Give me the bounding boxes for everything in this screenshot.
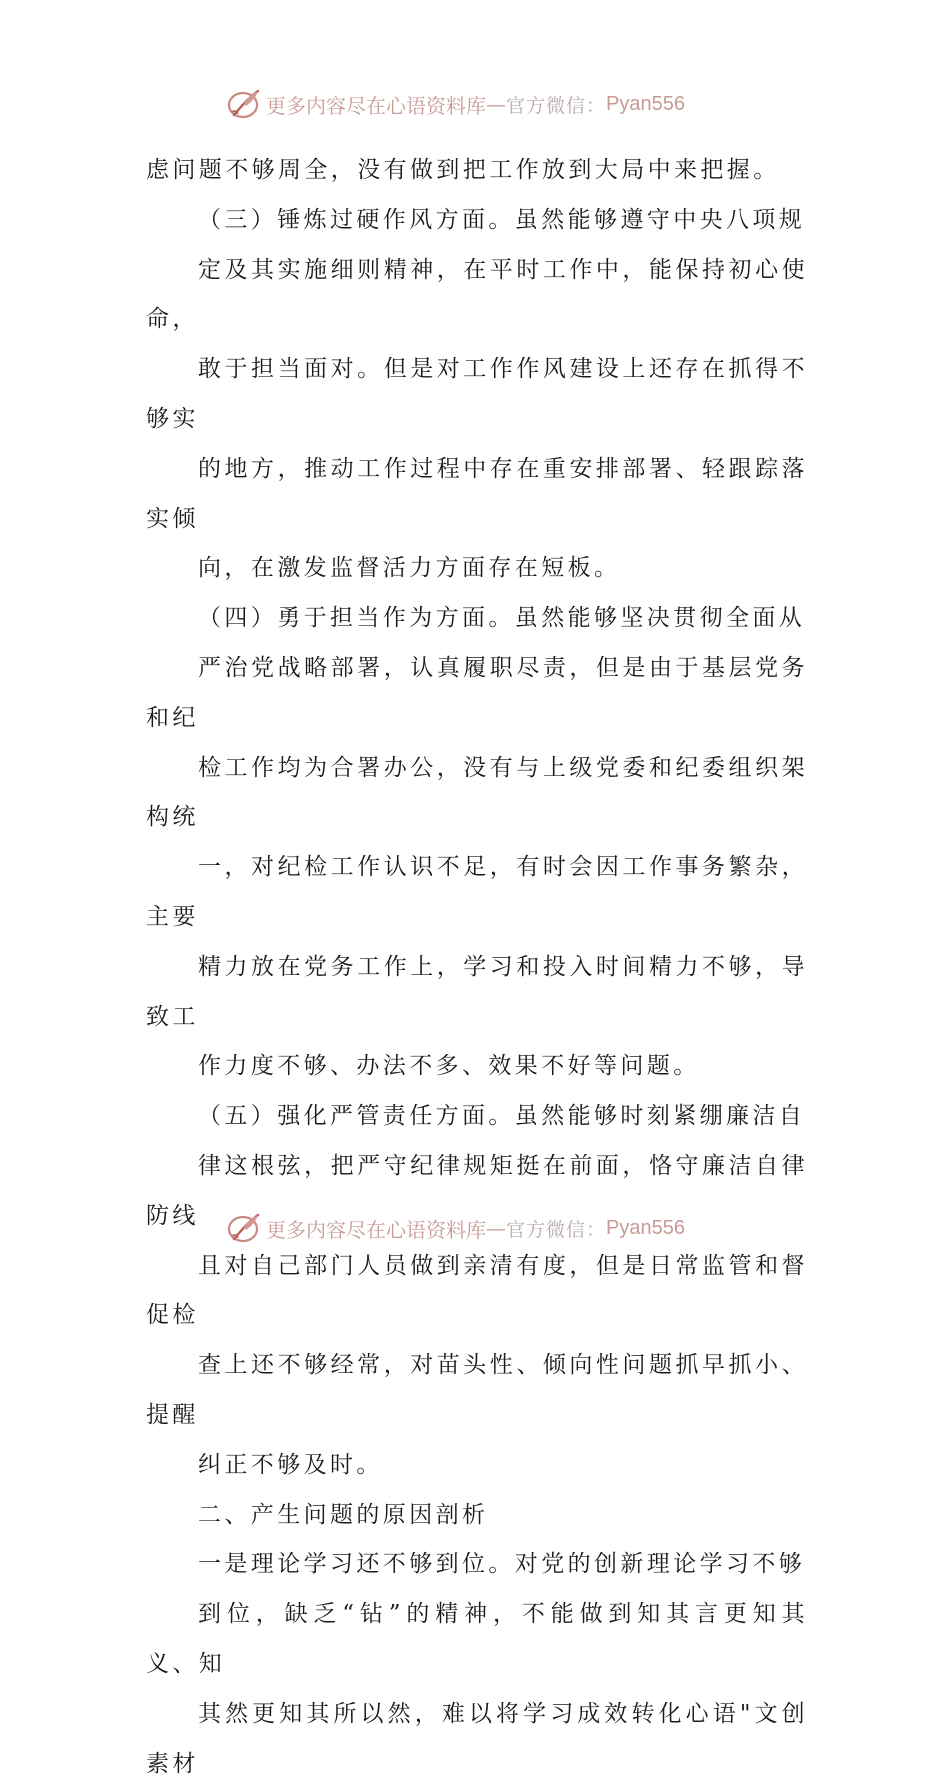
text-line: （三）锤炼过硬作风方面。虽然能够遵守中央八项规 [198,206,806,233]
paragraph [146,1092,808,1490]
text-line: 严治党战略部署，认真履职尽责，但是由于基层党务和纪 [146,654,808,731]
text-line: （五）强化严管责任方面。虽然能够时刻紧绷廉洁自 [198,1103,806,1130]
text-line: 律这根弦，把严守纪律规矩挺在前面，恪守廉洁自律防线 [146,1152,808,1229]
watermark-wechat-id: Pyan556 [606,1216,685,1239]
text-line: 敢于担当面对。但是对工作作风建设上还存在抓得不够实 [146,356,808,432]
text-line: 一是理论学习还不够到位。对党的创新理论学习不够 [198,1551,806,1578]
watermark-wechat-id: Pyan556 [606,92,685,115]
text-line: 的地方，推动工作过程中存在重安排部署、轻跟踪落实倾 [146,455,808,532]
watermark-library-text: 更多内容尽在心语资料库 [266,93,486,118]
text-line: 检工作均为合署办公，没有与上级党委和纪委组织架构统 [146,754,808,831]
paragraph [146,196,808,594]
watermark-dash: — [486,92,506,116]
paragraph [146,594,808,1092]
text-line: 二、产生问题的原因剖析 [198,1501,489,1528]
text-line: 精力放在党务工作上，学习和投入时间精力不够，导致工 [146,953,808,1030]
text-line: （四）勇于担当作为方面。虽然能够坚决贯彻全面从 [198,605,806,632]
header-watermark [226,84,685,124]
watermark-library-text: 更多内容尽在心语资料库 [266,1217,486,1242]
paragraph [146,146,808,196]
paragraph [146,1540,808,1789]
text-line: 一，对纪检工作认识不足，有时会因工作事务繁杂，主要 [146,854,808,930]
quill-logo-icon [226,1210,262,1246]
text-line: 查上还不够经常，对苗头性、倾向性问题抓早抓小、提醒 [146,1352,808,1428]
watermark-wechat-label: 官方微信： [506,1218,607,1241]
text-line: 向，在激发监督活力方面存在短板。 [198,555,621,582]
text-line: 定及其实施细则精神，在平时工作中，能保持初心使命， [146,256,808,333]
text-line: 且对自己部门人员做到亲清有度，但是日常监管和督促检 [146,1252,808,1329]
watermark-wechat-label: 官方微信： [506,94,607,117]
quill-logo-icon [226,86,262,122]
text-line: 虑问题不够周全，没有做到把工作放到大局中来把握。 [146,157,780,183]
document-body [146,146,808,1789]
text-line: 到位，缺乏“钻”的精神，不能做到知其言更知其义、知 [146,1601,808,1677]
text-line: 作力度不够、办法不多、效果不好等问题。 [198,1053,700,1080]
text-line: 其然更知其所以然，难以将学习成效转化心语"文创素材 [146,1700,808,1777]
footer-watermark [226,1208,685,1248]
watermark-dash: — [486,1216,506,1240]
paragraph [146,1491,808,1541]
text-line: 纠正不够及时。 [198,1451,383,1478]
